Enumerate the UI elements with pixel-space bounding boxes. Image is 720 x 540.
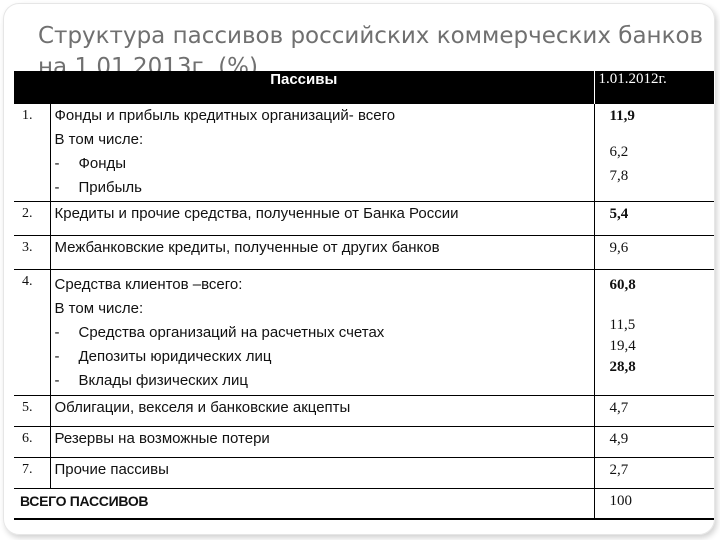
table-row: [14, 457, 714, 488]
row-label: Кредиты и прочие средства, полученные от Банка России: [50, 201, 594, 235]
table-row: [14, 201, 714, 235]
row-value: 4,7: [594, 395, 714, 426]
row-label: Резервы на возможные потери: [50, 426, 594, 457]
total-value: 100: [594, 488, 714, 519]
including-label: В том числе:: [54, 131, 144, 148]
header-liabilities: Пассивы: [14, 71, 594, 104]
sub-row: [55, 152, 594, 176]
row-value-cell: [594, 104, 714, 201]
table-row: [14, 269, 714, 395]
sub-row: [55, 345, 594, 369]
title-line-2: на 1.01.2013г. (%): [38, 54, 259, 81]
sub-row: [55, 321, 594, 345]
sub-value: 19,4: [609, 337, 636, 354]
row-label-cell: [50, 269, 594, 395]
total-label: ВСЕГО ПАССИВОВ: [20, 492, 149, 509]
title-line-1: Структура пассивов российских коммерческих банков: [38, 23, 704, 50]
dash: -: [54, 347, 60, 365]
sub-value: 11,5: [609, 316, 636, 333]
row-value-cell: [594, 269, 714, 395]
total-row: [14, 488, 714, 519]
sub-value: 7,8: [609, 168, 629, 184]
dash: -: [54, 155, 60, 172]
including-label: В том числе:: [54, 299, 144, 317]
dash: -: [54, 179, 60, 196]
row-value: 60,8: [609, 276, 636, 293]
header-date: 1.01.2012г.: [594, 71, 714, 104]
sub-label: Вклады физических лиц: [78, 371, 248, 389]
table-row: [14, 104, 714, 201]
row-value: 4,9: [594, 426, 714, 457]
sub-label: Депозиты юридических лиц: [78, 347, 272, 365]
dash: -: [54, 371, 60, 389]
row-label: Межбанковские кредиты, полученные от других банков: [50, 235, 594, 269]
row-value: 11,9: [609, 108, 635, 124]
row-number: 3.: [22, 239, 33, 255]
row-value: 2,7: [594, 457, 714, 488]
sub-label: Средства организаций на расчетных счетах: [78, 323, 385, 341]
row-label: Облигации, векселя и банковские акцепты: [50, 395, 594, 426]
total-label-cell: [14, 488, 594, 519]
table-row: [14, 395, 714, 426]
row-number: 7.: [22, 461, 33, 477]
row-number: 4.: [22, 273, 33, 289]
row-value: 9,6: [594, 235, 714, 269]
table-header-row: [14, 71, 714, 104]
dash: -: [54, 323, 60, 341]
row-label-cell: [50, 104, 594, 201]
sub-label: Фонды: [78, 155, 127, 172]
sub-value: 6,2: [609, 144, 629, 160]
liabilities-table: [14, 71, 715, 520]
table-row: [14, 235, 714, 269]
row-label: Средства клиентов –всего:: [54, 275, 243, 293]
row-value: 5,4: [594, 201, 714, 235]
table-row: [14, 426, 714, 457]
sub-row: [55, 369, 594, 393]
row-number: 6.: [22, 430, 33, 446]
sub-row: [55, 176, 594, 200]
row-label: Фонды и прибыль кредитных организаций- всего: [54, 107, 396, 124]
row-number: 1.: [22, 108, 33, 123]
sub-value: 28,8: [609, 358, 636, 375]
row-number: 2.: [22, 205, 33, 221]
row-label: Прочие пассивы: [50, 457, 594, 488]
row-number: 5.: [22, 399, 33, 415]
sub-label: Прибыль: [78, 179, 142, 196]
